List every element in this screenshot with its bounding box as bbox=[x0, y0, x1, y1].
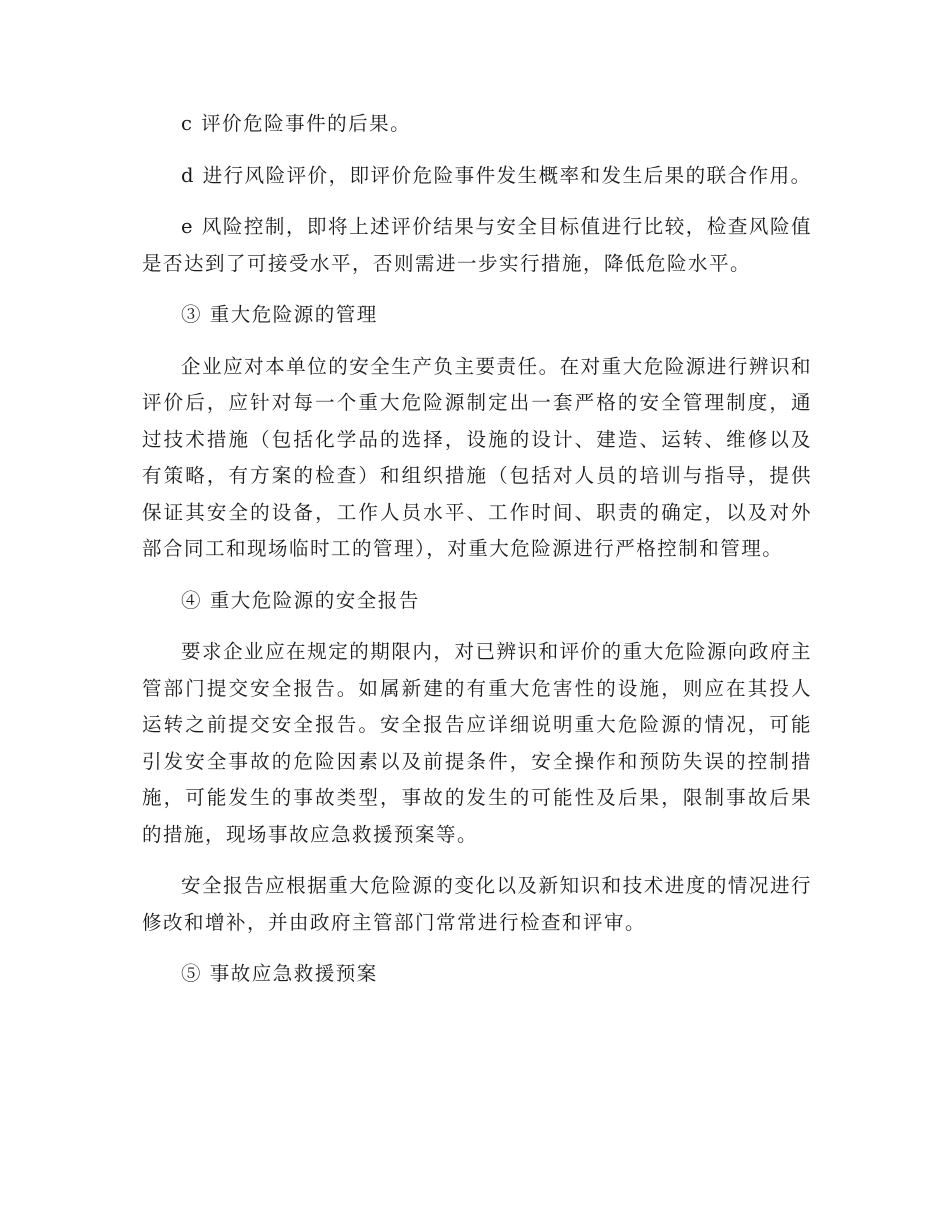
paragraph-gap bbox=[142, 568, 812, 583]
paragraph-gap bbox=[142, 334, 812, 349]
document-body bbox=[142, 106, 812, 993]
paragraph-management: 企业应对本单位的安全生产负主要责任。在对重大危险源进行辨识和评价后，应针对每一个重大危险源制定出一套严格的安全管理制度，通过技术措施（包括化学品的选择，设施的设计、建造、运转、维修以及有策略，有方案的检查）和组织措施（包括对人员的培训与指导，提供保证其安全的设备，工作人员水平、工作时间、职责的确定，以及对外部合同工和现场临时工的管理），对重大危险源进行严格控制和管理。 bbox=[142, 354, 812, 560]
paragraph-gap bbox=[142, 619, 812, 634]
paragraph-gap bbox=[142, 853, 812, 868]
section-heading-4: ④ 重大危险源的安全报告 bbox=[181, 588, 420, 612]
paragraph-gap bbox=[142, 143, 812, 158]
paragraph-step-d: d 进行风险评价，即评价危险事件发生概率和发生后果的联合作用。 bbox=[181, 163, 812, 187]
section-heading-3: ③ 重大危险源的管理 bbox=[181, 303, 378, 326]
paragraph-safety-report: 要求企业应在规定的期限内，对已辨识和评价的重大危险源向政府主管部门提交安全报告。如属新建的有重大危害性的设施，则应在其投人运转之前提交安全报告。安全报告应详细说明重大危险源的情况，可能引发安全事故的危险因素以及前提条件，安全操作和预防失误的控制措施，可能发生的事故类型，事故的发生的可能性及后果，限制事故后果的措施，现场事故应急救援预案等。 bbox=[142, 640, 812, 846]
section-heading-5: ⑤ 事故应急救援预案 bbox=[181, 962, 378, 985]
paragraph-gap bbox=[142, 194, 812, 209]
paragraph-gap bbox=[142, 941, 812, 956]
paragraph-report-revision: 安全报告应根据重大危险源的变化以及新知识和技术进度的情况进行修改和增补，并由政府主管部门常常进行检查和评审。 bbox=[142, 874, 812, 934]
paragraph-step-c: c 评价危险事件的后果。 bbox=[181, 112, 412, 135]
paragraph-step-e: e 风险控制，即将上述评价结果与安全目标值进行比较，检查风险值是否达到了可接受水平，否则需进一步实行措施，降低危险水平。 bbox=[142, 215, 812, 275]
paragraph-gap bbox=[142, 282, 812, 297]
